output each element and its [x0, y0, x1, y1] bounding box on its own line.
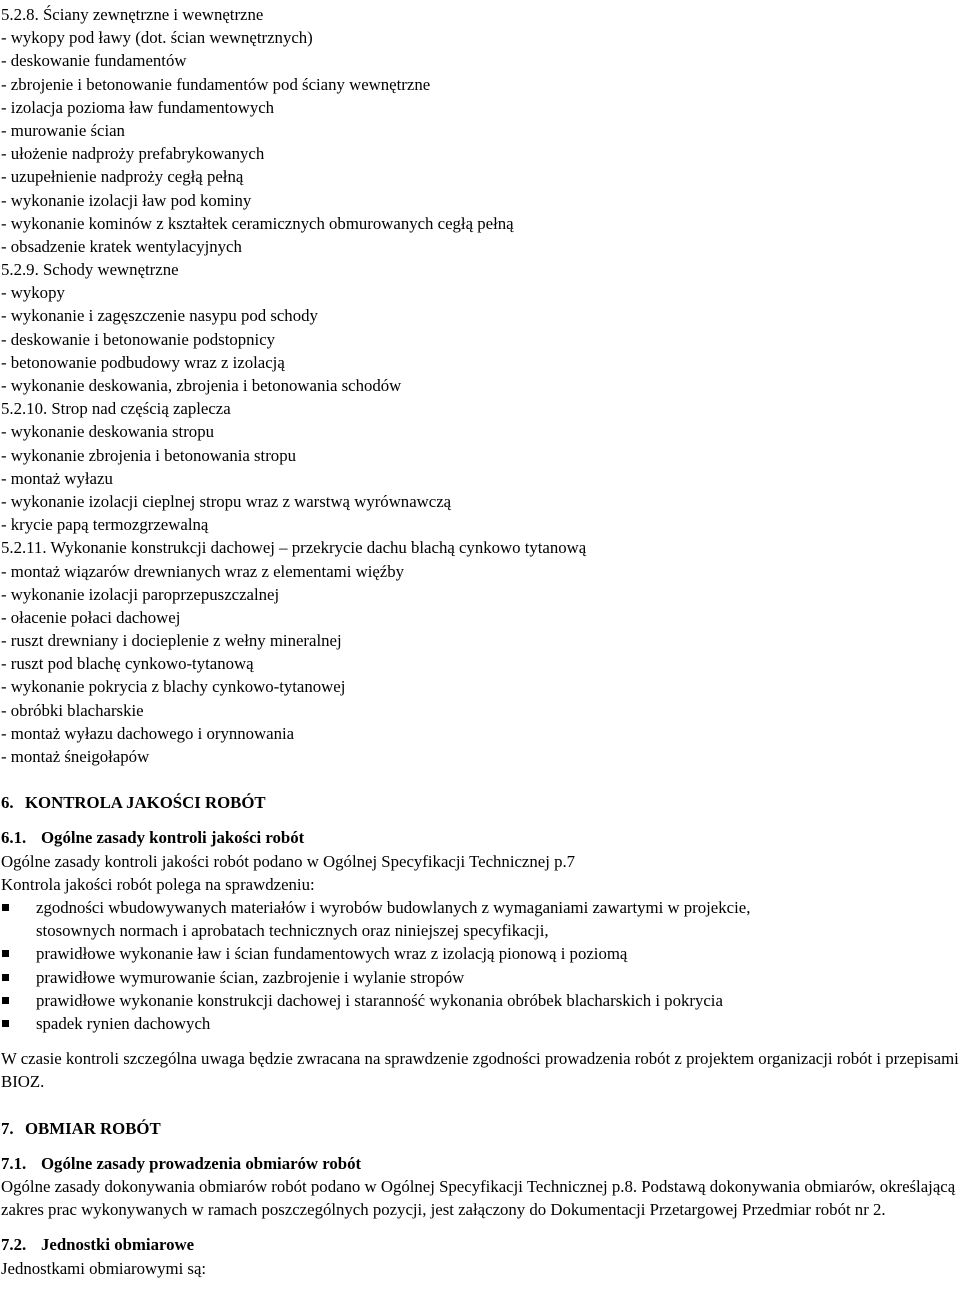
list-item: - ruszt pod blachę cynkowo-tytanową [1, 654, 254, 674]
section-7-2-heading [1, 1233, 959, 1256]
list-item-text: prawidłowe wymurowanie ścian, zazbrojenie i wylanie stropów [36, 967, 465, 987]
list-item [1, 942, 959, 965]
list-item: - wykonanie zbrojenia i betonowania stropu [1, 445, 296, 465]
section-6-1-heading [1, 826, 959, 849]
list-item: - uzupełnienie nadproży cegłą pełną [1, 167, 244, 187]
list-item: - montaż wiązarów drewnianych wraz z elementami więźby [1, 561, 405, 581]
list-item: - montaż wyłazu dachowego i orynnowania [1, 723, 295, 743]
list-item-text: prawidłowe wykonanie konstrukcji dachowej i staranność wykonania obróbek blacharskich i pokrycia [36, 990, 723, 1010]
list-item: - deskowanie fundamentów [1, 51, 187, 71]
section-7-1-heading [1, 1152, 959, 1175]
section-5-2-11-list [1, 560, 959, 769]
section-5-2-8-title: 5.2.8. Ściany zewnętrzne i wewnętrzne [1, 5, 264, 24]
section-number: 7.2. [1, 1235, 27, 1255]
list-item: - murowanie ścian [1, 120, 125, 140]
list-item: - montaż śneigołapów [1, 747, 150, 766]
list-item: - krycie papą termozgrzewalną [1, 515, 209, 535]
section-5-2-10-list [1, 420, 959, 536]
text-line: Ogólne zasady kontroli jakości robót podano w Ogólnej Specyfikacji Technicznej p.7 [1, 851, 576, 871]
square-bullet-icon [2, 1020, 9, 1027]
text-line: Kontrola jakości robót polega na sprawdzeniu: [1, 874, 315, 894]
section-number: 7.1. [1, 1153, 27, 1173]
list-item: - betonowanie podbudowy wraz z izolacją [1, 352, 285, 372]
list-item: - ołacenie połaci dachowej [1, 607, 181, 627]
section-5-2-9-list [1, 281, 959, 397]
list-item: - wykonanie deskowania, zbrojenia i betonowania schodów [1, 376, 402, 395]
list-item-text-continued: stosownych normach i aprobatach technicznych oraz niniejszej specyfikacji, [36, 921, 549, 941]
list-item: - zbrojenie i betonowanie fundamentów pod ściany wewnętrzne [1, 74, 431, 94]
list-item: - obróbki blacharskie [1, 700, 144, 720]
list-item: - wykonanie i zagęszczenie nasypu pod schody [1, 306, 318, 326]
list-item: - montaż wyłazu [1, 468, 113, 488]
list-item: - wykonanie deskowania stropu [1, 422, 214, 442]
section-number: 7. [1, 1118, 14, 1138]
section-6-heading [1, 791, 959, 814]
list-item [1, 989, 959, 1012]
section-number: 6.1. [1, 828, 27, 848]
section-title: KONTROLA JAKOŚCI ROBÓT [25, 793, 266, 813]
section-5-2-8-list [1, 26, 959, 258]
section-title: Ogólne zasady kontroli jakości robót [41, 828, 305, 848]
section-7-heading [1, 1117, 959, 1140]
list-item [1, 896, 959, 942]
section-title: Ogólne zasady prowadzenia obmiarów robót [41, 1153, 362, 1173]
list-item: - wykopy [1, 283, 65, 303]
list-item [1, 1012, 959, 1035]
square-bullet-icon [2, 950, 9, 957]
document-page [1, 3, 959, 1280]
list-item: - wykopy pod ławy (dot. ścian wewnętrznych) [1, 28, 313, 48]
list-item: - wykonanie pokrycia z blachy cynkowo-tytanowej [1, 677, 346, 697]
list-item-text: prawidłowe wykonanie ław i ścian fundamentowych wraz z izolacją pionową i poziomą [36, 944, 628, 964]
square-bullet-icon [2, 904, 9, 911]
paragraph: W czasie kontroli szczególna uwaga będzie zwracana na sprawdzenie zgodności prowadzenia robót z projektem organizacji robót i przepisami BIOZ. [1, 1049, 959, 1092]
list-item-text: zgodności wbudowywanych materiałów i wyrobów budowlanych z wymaganiami zawartymi w projekcie, [36, 897, 751, 917]
list-item: - izolacja pozioma ław fundamentowych [1, 97, 275, 117]
list-item: - ułożenie nadproży prefabrykowanych [1, 144, 265, 164]
text-line: Jednostkami obmiarowymi są: [1, 1258, 207, 1278]
list-item: - wykonanie kominów z kształtek ceramicznych obmurowanych cegłą pełną [1, 213, 514, 233]
list-item [1, 966, 959, 989]
list-item: - wykonanie izolacji paroprzepuszczalnej [1, 584, 280, 604]
section-title: OBMIAR ROBÓT [25, 1118, 161, 1138]
list-item: - obsadzenie kratek wentylacyjnych [1, 236, 242, 256]
section-5-2-10-title: 5.2.10. Strop nad częścią zaplecza [1, 399, 231, 419]
check-list [1, 896, 959, 1035]
square-bullet-icon [2, 974, 9, 981]
list-item: - ruszt drewniany i docieplenie z wełny mineralnej [1, 631, 342, 651]
list-item: - wykonanie izolacji cieplnej stropu wraz z warstwą wyrównawczą [1, 491, 452, 511]
section-5-2-9-title: 5.2.9. Schody wewnętrzne [1, 260, 179, 280]
section-5-2-11-title: 5.2.11. Wykonanie konstrukcji dachowej – przekrycie dachu blachą cynkowo tytanową [1, 538, 587, 558]
paragraph: Ogólne zasady dokonywania obmiarów robót podano w Ogólnej Specyfikacji Technicznej p.8. Podstawą dokonywania obmiarów, określającą zakres prac wykonywanych w ramach poszczególnych pozycji, jest załączony do Dokumentacji Przetargowej Przedmiar robót nr 2. [1, 1176, 956, 1220]
section-title: Jednostki obmiarowe [41, 1235, 195, 1255]
list-item: - wykonanie izolacji ław pod kominy [1, 190, 252, 210]
square-bullet-icon [2, 997, 9, 1004]
list-item-text: spadek rynien dachowych [36, 1013, 211, 1033]
section-number: 6. [1, 793, 14, 813]
list-item: - deskowanie i betonowanie podstopnicy [1, 329, 276, 349]
